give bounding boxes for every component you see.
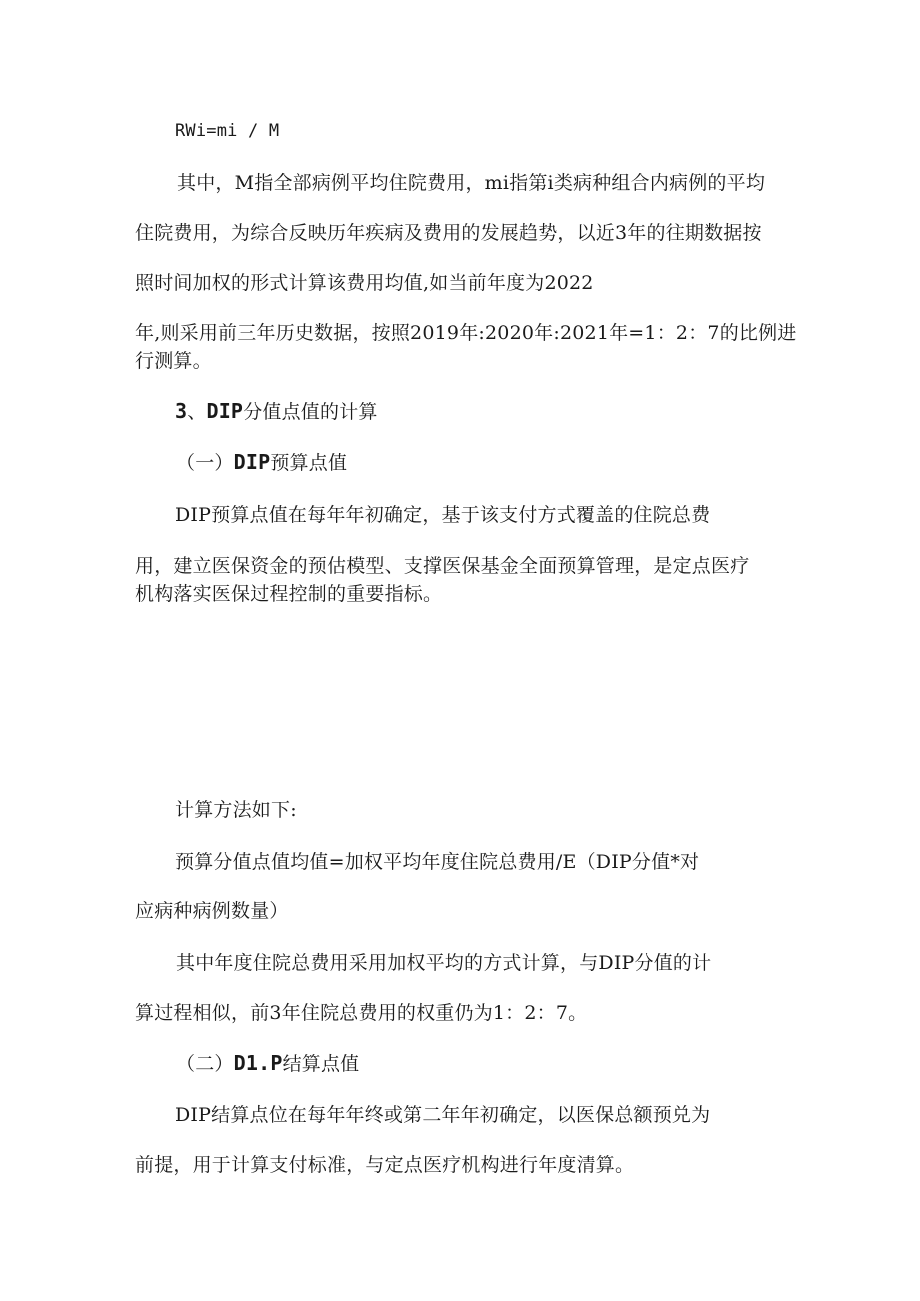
paragraph-line: 其中，M指全部病例平均住院费用，mi指第i类病种组合内病例的平均 xyxy=(177,172,766,194)
section-separator: 、 xyxy=(187,401,207,423)
formula-line: 应病种病例数量） xyxy=(135,900,289,922)
paragraph-line: 计算方法如下: xyxy=(175,799,297,821)
subheading-acronym: D1.P xyxy=(233,1051,283,1075)
paragraph-line: 年,则采用前三年历史数据，按照2019年:2020年:2021年=1：2：7的比例进 xyxy=(135,322,797,344)
paragraph-line: 前提，用于计算支付标准，与定点医疗机构进行年度清算。 xyxy=(135,1154,635,1176)
subheading-title: 结算点值 xyxy=(282,1053,360,1075)
subheading-acronym: DIP xyxy=(233,450,271,474)
section-acronym: DIP xyxy=(206,399,244,423)
subheading-2 xyxy=(176,1050,359,1077)
subheading-1 xyxy=(176,449,347,476)
section-heading-3 xyxy=(175,398,378,425)
paragraph-line: 算过程相似，前3年住院总费用的权重仍为1：2：7。 xyxy=(135,1002,588,1024)
paragraph-line: 用，建立医保资金的预估模型、支撑医保基金全面预算管理，是定点医疗 xyxy=(135,555,750,577)
section-number: 3 xyxy=(175,399,188,423)
paragraph-line: DIP预算点值在每年年初确定，基于该支付方式覆盖的住院总费 xyxy=(175,504,711,526)
formula-line: 预算分值点值均值=加权平均年度住院总费用/E（DIP分值*对 xyxy=(175,851,700,873)
paragraph-line: DIP结算点位在每年年终或第二年年初确定，以医保总额预兑为 xyxy=(175,1104,711,1126)
paragraph-line: 其中年度住院总费用采用加权平均的方式计算，与DIP分值的计 xyxy=(176,952,712,974)
section-title: 分值点值的计算 xyxy=(243,401,378,423)
subheading-prefix: （一） xyxy=(176,452,234,474)
subheading-title: 预算点值 xyxy=(270,452,348,474)
paragraph-line: 住院费用，为综合反映历年疾病及费用的发展趋势，以近3年的往期数据按 xyxy=(135,222,762,244)
paragraph-line: 行测算。 xyxy=(135,350,212,372)
formula-rw: RWi=mi / M xyxy=(175,121,280,141)
paragraph-line: 机构落实医保过程控制的重要指标。 xyxy=(135,583,443,605)
subheading-prefix: （二） xyxy=(176,1053,234,1075)
paragraph-line: 照时间加权的形式计算该费用均值,如当前年度为2022 xyxy=(135,272,594,294)
